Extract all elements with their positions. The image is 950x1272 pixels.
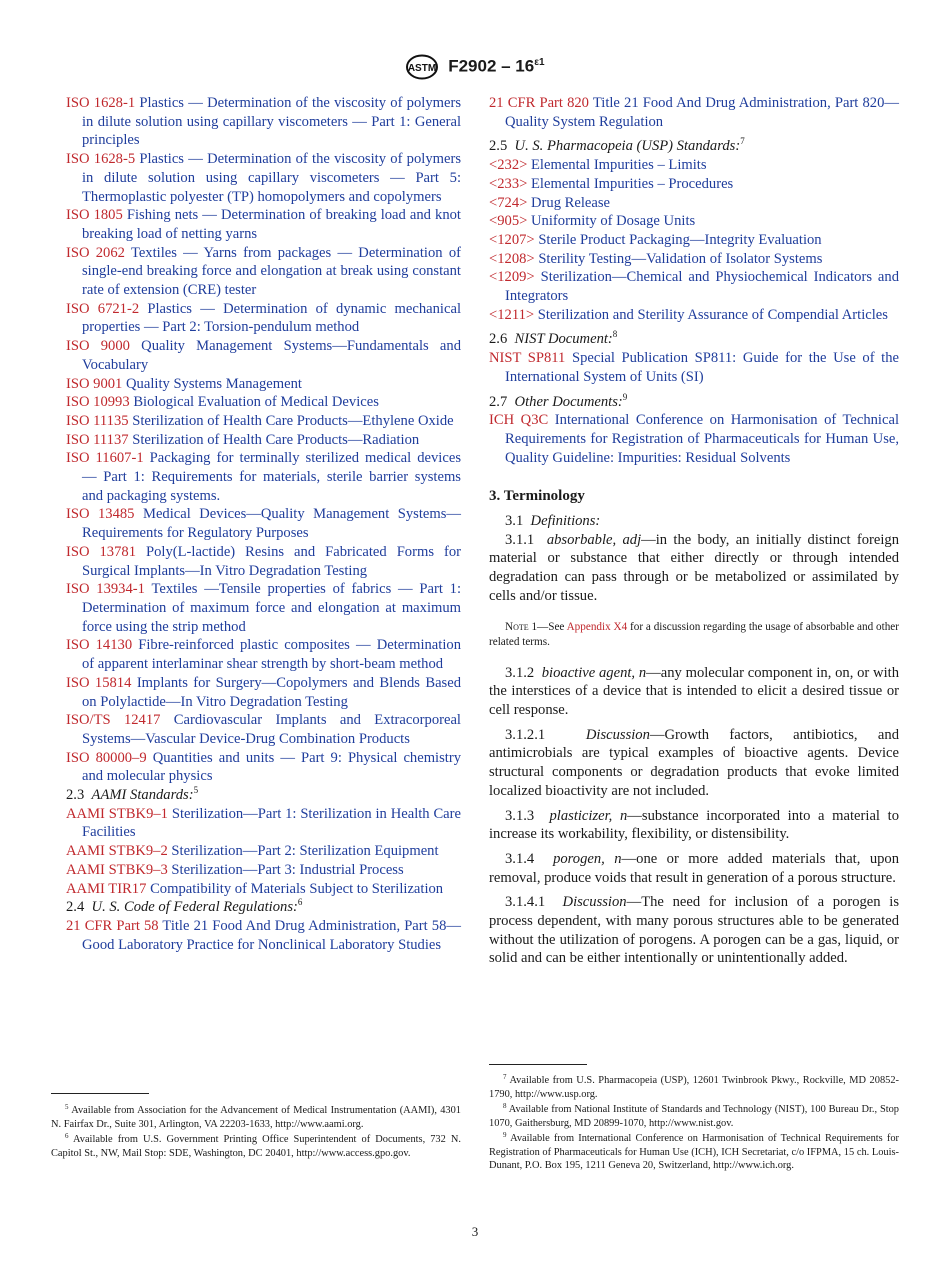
reference-title-link[interactable]: Elemental Impurities – Limits — [531, 157, 707, 174]
section-2-6: 2.6 NIST Document:$^8$ — [489, 329, 618, 348]
reference-code-link[interactable]: AAMI TIR17 — [66, 880, 147, 897]
footnote-number: 8 — [503, 1102, 507, 1110]
footnote-text: Available from U.S. Government Printing Office Superintendent of Documents, 732 N. Capitol St., NW, Mail Stop: SDE, Washington, DC 20401, http://www.access.gpo.gov. — [51, 1134, 462, 1159]
reference-title-link[interactable]: Sterilization of Health Care Products—Radiation — [132, 431, 420, 448]
reference-entry — [66, 543, 461, 580]
reference-title-link[interactable]: Sterilization of Health Care Products—Ethylene Oxide — [132, 412, 454, 429]
reference-code-link[interactable]: AAMI STBK9–1 — [66, 805, 168, 822]
reference-code-link[interactable]: ISO 15814 — [66, 674, 132, 691]
reference-entry — [66, 842, 461, 861]
reference-title-link[interactable]: Plastics — Determination of the viscosity of polymers in dilute solution using capillary viscometers — Part 1: General principles — [82, 95, 461, 149]
footnote — [489, 1103, 899, 1130]
reference-code-link[interactable]: ISO 1628-1 — [66, 95, 136, 111]
reference-title-link[interactable]: Special Publication SP811: Guide for the Use of the International System of Units (SI) — [505, 350, 900, 385]
reference-entry — [66, 636, 461, 673]
reference-title-link[interactable]: Plastics — Determination of the viscosity of polymers in dilute solution using capillary viscometers — Part 5: Thermoplastic polyester (TP) homopolymers and copolymers — [82, 151, 461, 205]
reference-entry — [66, 674, 461, 711]
footnote — [51, 1133, 461, 1160]
reference-entry — [489, 411, 899, 467]
other-reference-list — [489, 411, 899, 467]
reference-code-link[interactable]: ISO 1628-5 — [66, 151, 136, 168]
reference-title-link[interactable]: Cardiovascular Implants and Extracorporeal Systems—Vascular Device-Drug Combination Products — [82, 712, 461, 747]
reference-code-link[interactable]: ISO 11137 — [66, 431, 129, 448]
reference-entry — [66, 412, 461, 431]
reference-entry — [66, 375, 461, 394]
footnotes-right — [489, 1074, 899, 1175]
definition-bioactive-agent: 3.1.2 bioactive agent, n—any molecular component in, on, or with the interstices of a device that is intended to elicit a desired tissue or cell response. — [489, 664, 900, 718]
reference-code-link[interactable]: ISO 1805 — [66, 207, 123, 224]
usp-reference-list — [489, 156, 899, 324]
footnotes-left — [51, 1104, 461, 1162]
cfr-reference-list — [66, 917, 461, 954]
reference-code-link[interactable]: AAMI STBK9–2 — [66, 843, 168, 860]
footnote-number: 7 — [503, 1073, 507, 1081]
discussion-porogen: 3.1.4.1 Discussion—The need for inclusion of a porogen is process dependent, with many porous structures able to be generated without the utilization of porogens. A porogen can be a gas, liquid, or solid and can be either intentionally or unintentionally added. — [489, 894, 899, 967]
reference-code-link[interactable]: AAMI STBK9–3 — [66, 861, 168, 878]
note-1: Note 1—See Appendix X4 for a discussion regarding the usage of absorbable and other related terms. — [489, 620, 899, 648]
reference-title-link[interactable]: Poly(L-lactide) Resins and Fabricated Forms for Surgical Implants—In Vitro Degradation Testing — [82, 543, 462, 579]
reference-code-link[interactable]: ICH Q3C — [489, 412, 549, 429]
reference-entry — [489, 156, 899, 175]
reference-title-link[interactable]: Sterilization—Part 2: Sterilization Equipment — [171, 843, 439, 860]
reference-entry — [66, 150, 461, 206]
reference-entry — [489, 268, 899, 305]
reference-title-link[interactable]: Compatibility of Materials Subject to Sterilization — [150, 880, 444, 897]
reference-entry — [489, 212, 899, 231]
svg-text:ASTM: ASTM — [408, 63, 437, 74]
reference-title-link[interactable]: Elemental Impurities – Procedures — [531, 175, 734, 192]
reference-entry — [66, 917, 461, 954]
reference-entry — [66, 749, 461, 786]
cfr-reference-list-continued — [489, 94, 899, 131]
aami-reference-list — [66, 805, 461, 899]
reference-code-link[interactable]: ISO 13781 — [66, 543, 136, 560]
reference-code-link[interactable]: 21 CFR Part 58 — [66, 917, 159, 934]
footnote-number: 6 — [65, 1132, 69, 1140]
appendix-x4-link[interactable]: Appendix X4 — [566, 620, 628, 633]
reference-entry — [489, 194, 899, 213]
reference-code-link[interactable]: 21 CFR Part 820 — [489, 95, 589, 111]
reference-entry — [489, 231, 899, 250]
reference-title-link[interactable]: Biological Evaluation of Medical Devices — [133, 394, 379, 411]
footnote-divider-right — [489, 1064, 587, 1065]
designation: F2902 – 16 — [448, 56, 535, 76]
reference-title-link[interactable]: Sterile Product Packaging—Integrity Evaluation — [538, 231, 822, 248]
terminology-heading: 3. Terminology — [489, 488, 585, 505]
reference-entry — [489, 250, 899, 269]
reference-title-link[interactable]: Drug Release — [531, 194, 611, 211]
reference-title-link[interactable]: Sterility Testing—Validation of Isolator Systems — [538, 250, 823, 267]
reference-title-link[interactable]: Sterilization—Chemical and Physiochemical Indicators and Integrators — [505, 269, 899, 305]
reference-code-link[interactable]: ISO 13485 — [66, 506, 135, 523]
reference-title-link[interactable]: Title 21 Food And Drug Administration, Part 820—Quality System Regulation — [505, 95, 899, 130]
section-3-1: 3.1 Definitions: — [505, 513, 601, 530]
reference-title-link[interactable]: Sterilization—Part 3: Industrial Process — [171, 861, 404, 878]
reference-title-link[interactable]: Sterilization and Sterility Assurance of Compendial Articles — [537, 306, 888, 323]
reference-code-link[interactable]: <1209> — [489, 269, 535, 286]
reference-code-link[interactable]: ISO 6721-2 — [66, 300, 140, 317]
reference-code-link[interactable]: ISO 11607-1 — [66, 450, 144, 467]
reference-code-link[interactable]: <233> — [489, 175, 528, 192]
footnote — [489, 1132, 899, 1173]
reference-entry — [489, 175, 899, 194]
reference-entry — [66, 244, 461, 300]
astm-logo-icon — [405, 54, 439, 80]
reference-entry — [489, 306, 899, 325]
iso-reference-list — [66, 94, 461, 786]
footnote-text: Available from U.S. Pharmacopeia (USP), 12601 Twinbrook Pkwy., Rockville, MD 20852-1790, http://www.usp.org. — [489, 1075, 899, 1100]
reference-entry — [66, 449, 461, 505]
reference-title-link[interactable]: Implants for Surgery—Copolymers and Blends Based on Polylactide—In Vitro Degradation Testing — [82, 674, 462, 710]
reference-entry — [66, 206, 461, 243]
footnote-divider-left — [51, 1093, 149, 1094]
reference-title-link[interactable]: Medical Devices—Quality Management Systems—Requirements for Regulatory Purposes — [82, 506, 462, 542]
reference-entry — [66, 805, 461, 842]
reference-title-link[interactable]: Textiles —Tensile properties of fabrics — Part 1: Determination of maximum force and elongation at maximum force using the strip method — [82, 581, 462, 635]
reference-title-link[interactable]: Sterilization—Part 1: Sterilization in Health Care Facilities — [82, 805, 461, 841]
reference-title-link[interactable]: Fishing nets — Determination of breaking load and knot breaking load of netting yarns — [82, 207, 461, 242]
reference-code-link[interactable]: ISO 9001 — [66, 375, 123, 392]
reference-code-link[interactable]: ISO 10993 — [66, 394, 130, 411]
reference-code-link[interactable]: ISO 14130 — [66, 637, 133, 654]
reference-title-link[interactable]: Fibre-reinforced plastic composites — Determination of apparent interlaminar shear strength by short-beam method — [82, 637, 461, 673]
reference-code-link[interactable]: ISO 80000–9 — [66, 749, 147, 766]
section-2-5: 2.5 U. S. Pharmacopeia (USP) Standards:$^7$ — [489, 136, 745, 155]
left-column — [66, 94, 461, 954]
reference-entry — [66, 300, 461, 337]
definition-porogen: 3.1.4 porogen, n—one or more added materials that, upon removal, produce voids that result in generation of a porous structure. — [489, 850, 900, 886]
section-2-7: 2.7 Other Documents:$^9$ — [489, 391, 628, 410]
reference-title-link[interactable]: Quantities and units — Part 9: Physical chemistry and molecular physics — [82, 749, 461, 785]
reference-entry — [66, 94, 461, 150]
edition-mark: ε1 — [534, 56, 545, 68]
reference-code-link[interactable]: ISO 11135 — [66, 412, 129, 429]
reference-code-link[interactable]: <1208> — [489, 250, 535, 267]
footnote — [51, 1104, 461, 1131]
definition-plasticizer: 3.1.3 plasticizer, n—substance incorporated into a material to increase its workability, flexibility, or distensibility. — [489, 807, 899, 843]
reference-code-link[interactable]: <1211> — [489, 306, 535, 323]
reference-code-link[interactable]: <232> — [489, 157, 528, 174]
reference-title-link[interactable]: Uniformity of Dosage Units — [531, 213, 696, 230]
reference-entry — [489, 349, 899, 386]
reference-entry — [66, 393, 461, 412]
reference-title-link[interactable]: Packaging for terminally sterilized medical devices — Part 1: Requirements for materials, sterile barrier systems and packaging systems. — [82, 450, 461, 504]
reference-title-link[interactable]: Quality Systems Management — [126, 375, 302, 392]
reference-entry — [66, 861, 461, 880]
reference-code-link[interactable]: ISO 13934-1 — [66, 581, 145, 598]
reference-entry — [66, 880, 461, 899]
page-number: 3 — [471, 1224, 479, 1239]
reference-code-link[interactable]: ISO 9000 — [66, 338, 130, 355]
footnote-number: 9 — [503, 1131, 507, 1139]
footnote-number: 5 — [65, 1103, 69, 1111]
reference-entry — [66, 337, 461, 374]
right-column — [489, 94, 899, 968]
reference-entry — [66, 711, 461, 748]
discussion-bioactive-agent: 3.1.2.1 Discussion—Growth factors, antibiotics, and antimicrobials are typical examples of bioactive agents. Device structural components or degradation products that evoke limited localized bioactivity are not included. — [489, 726, 900, 799]
reference-code-link[interactable]: <724> — [489, 194, 528, 211]
reference-title-link[interactable]: Title 21 Food And Drug Administration, Part 58—Good Laboratory Practice for Nonclinical Laboratory Studies — [82, 917, 461, 953]
section-2-4: 2.4 U. S. Code of Federal Regulations:$^6$ — [66, 897, 303, 916]
reference-code-link[interactable]: ISO 2062 — [66, 244, 125, 261]
reference-title-link[interactable]: International Conference on Harmonisation of Technical Requirements for Registration of Pharmaceuticals for Human Use, Quality Guideline: Impurities: Residual Solvents — [505, 412, 900, 466]
footnote-text: Available from Association for the Advancement of Medical Instrumentation (AAMI), 4301 N. Fairfax Dr., Suite 301, Arlington, VA 22203-1633, http://www.aami.org. — [51, 1105, 461, 1130]
reference-code-link[interactable]: <905> — [489, 213, 528, 230]
footnote — [489, 1074, 899, 1101]
footnote-text: Available from National Institute of Standards and Technology (NIST), 100 Bureau Dr., Stop 1070, Gaithersburg, MD 20899-1070, http://www.nist.gov. — [489, 1104, 899, 1129]
page-header — [0, 54, 950, 80]
reference-code-link[interactable]: ISO/TS 12417 — [66, 712, 161, 729]
reference-entry — [489, 94, 899, 131]
reference-title-link[interactable]: Textiles — Yarns from packages — Determination of single-end breaking force and elongation at break using constant rate of extension (CRE) tester — [82, 244, 461, 299]
definition-absorbable: 3.1.1 absorbable, adj—in the body, an initially distinct foreign material or substance that either directly or through intended degradation can pass through or be metabolized or assimilated by cells and/or tissue. — [489, 531, 899, 604]
reference-title-link[interactable]: Plastics — Determination of dynamic mechanical properties — Part 2: Torsion-pendulum method — [82, 300, 461, 336]
nist-reference-list — [489, 349, 899, 386]
reference-title-link[interactable]: Quality Management Systems—Fundamentals and Vocabulary — [82, 338, 461, 373]
reference-entry — [66, 505, 461, 542]
footnote-text: Available from International Conference on Harmonisation of Technical Requirements for Registration of Pharmaceuticals for Human Use (ICH), ICH Secretariat, c/o IFPMA, 15 ch. Louis-Dunant, P.O. Box 195, 1211 Geneva 20, Switzerland, http://www.ich.org. — [489, 1133, 899, 1171]
reference-entry — [66, 580, 461, 636]
section-2-3: 2.3 AAMI Standards:$^5$ — [66, 785, 199, 804]
reference-code-link[interactable]: <1207> — [489, 231, 535, 248]
reference-code-link[interactable]: NIST SP811 — [489, 350, 566, 367]
reference-entry — [66, 431, 461, 450]
